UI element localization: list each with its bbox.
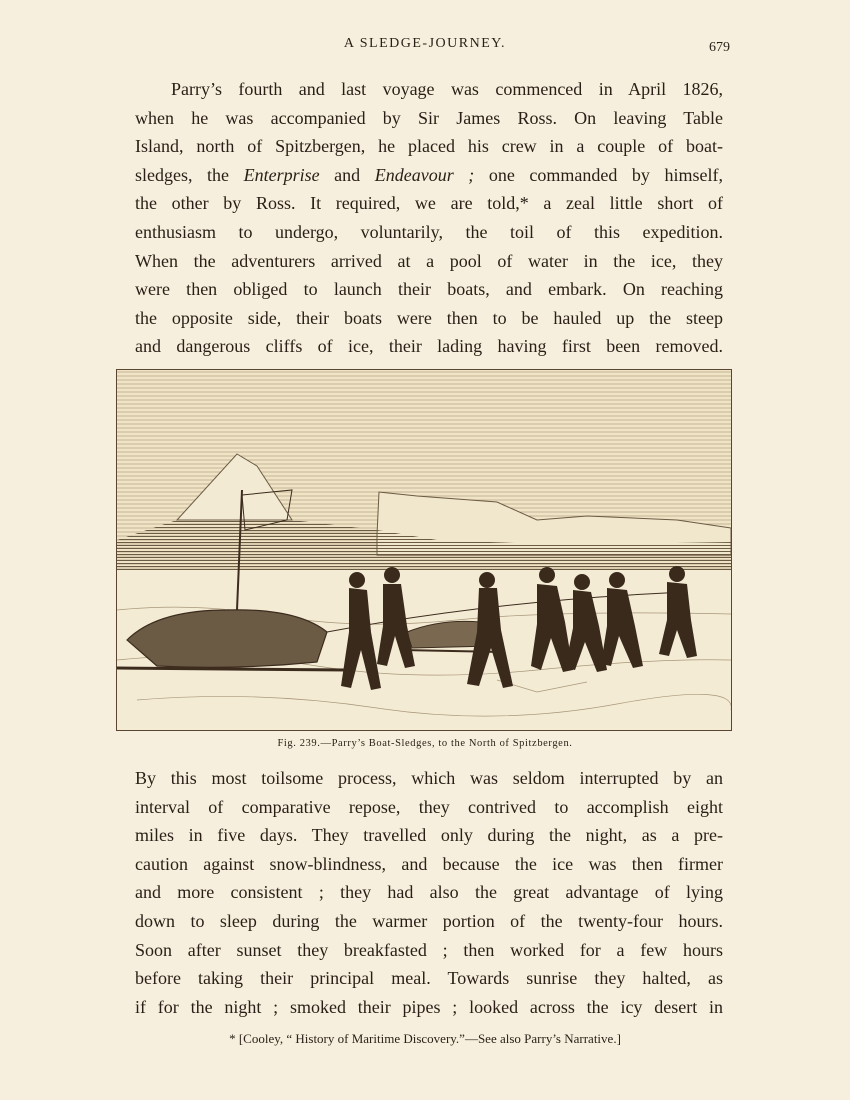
text-line: caution against snow-blindness, and because the ice was then firmer [135,853,723,874]
text-line: and more consistent ; they had also the great advantage of lying [135,882,723,903]
text-line: Soon after sunset they breakfasted ; then worked for a few hours [135,939,723,960]
boat-sledge-engraving [117,370,731,730]
text-fragment: sledges, the [135,164,244,185]
text-line: When the adventurers arrived at a pool of water in the ice, they [135,250,723,271]
ship-name-endeavour: Endeavour ; [374,164,475,185]
text-line-ships [135,161,723,190]
text-line: if for the night ; smoked their pipes ; looked across the icy desert in [135,996,723,1017]
footnote: * [Cooley, “ History of Maritime Discovery.”—See also Parry’s Narrative.] [229,1031,621,1046]
text-line: the opposite side, their boats were then to be hauled up the steep [135,307,723,328]
text-fragment: and [319,164,375,185]
text-line: Parry’s fourth and last voyage was commenced in April 1826, [171,79,723,99]
running-head [0,36,850,58]
paragraph-2 [135,764,723,1021]
ship-name-enterprise: Enterprise [243,164,320,185]
text-line: interval of comparative repose, they contrived to accomplish eight [135,796,723,817]
text-line: and dangerous cliffs of ice, their lading having first been removed. [135,336,723,357]
text-line: By this most toilsome process, which was seldom interrupted by an [135,768,723,788]
text-line: were then obliged to launch their boats, and embark. On reaching [135,279,723,300]
paragraph-1 [135,75,723,361]
text-line: Island, north of Spitzbergen, he placed his crew in a couple of boat- [135,136,723,157]
figure-caption: Fig. 239.—Parry’s Boat-Sledges, to the North of Spitzbergen. [277,738,573,749]
text-line: when he was accompanied by Sir James Ross. On leaving Table [135,107,723,128]
text-line: enthusiasm to undergo, voluntarily, the toil of this expedition. [135,221,723,242]
text-line: the other by Ross. It required, we are told,* a zeal little short of [135,193,723,214]
text-line: down to sleep during the warmer portion of the twenty-four hours. [135,910,723,931]
text-fragment: one commanded by himself, [474,164,723,185]
page-number: 679 [709,40,730,55]
text-line: before taking their principal meal. Towards sunrise they halted, as [135,968,723,989]
running-title: A SLEDGE-JOURNEY. [343,36,507,51]
engraving-figure [116,369,732,731]
text-line: miles in five days. They travelled only during the night, as a pre- [135,825,723,846]
